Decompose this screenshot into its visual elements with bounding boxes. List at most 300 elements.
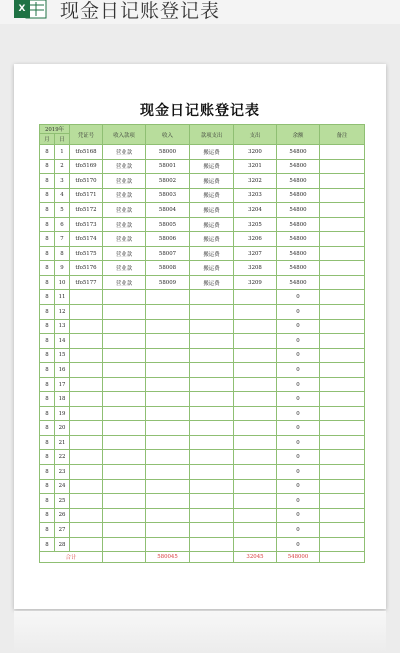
table-cell[interactable] bbox=[320, 159, 365, 174]
table-cell[interactable] bbox=[146, 421, 190, 436]
table-cell[interactable]: tfo5173 bbox=[70, 217, 103, 232]
table-cell[interactable] bbox=[320, 348, 365, 363]
table-cell[interactable]: 58004 bbox=[146, 203, 190, 218]
top-bar bbox=[0, 0, 400, 24]
table-cell[interactable]: tfo5174 bbox=[70, 232, 103, 247]
table-cell[interactable] bbox=[320, 508, 365, 523]
table-row bbox=[40, 494, 365, 509]
table-cell[interactable] bbox=[146, 392, 190, 407]
table-cell[interactable]: tfo5172 bbox=[70, 203, 103, 218]
table-cell[interactable] bbox=[190, 319, 234, 334]
table-cell[interactable]: 6 bbox=[55, 217, 70, 232]
table-cell[interactable] bbox=[320, 246, 365, 261]
table-cell[interactable] bbox=[103, 421, 146, 436]
table-cell[interactable]: 54800 bbox=[277, 275, 320, 290]
table-cell[interactable]: 19 bbox=[55, 406, 70, 421]
table-cell[interactable]: 0 bbox=[277, 348, 320, 363]
svg-text:X: X bbox=[18, 4, 26, 14]
table-row bbox=[40, 246, 365, 261]
table-row bbox=[40, 145, 365, 160]
table-cell[interactable] bbox=[70, 450, 103, 465]
table-row bbox=[40, 203, 365, 218]
table-cell[interactable]: 8 bbox=[40, 159, 55, 174]
table-row bbox=[40, 435, 365, 450]
table-cell[interactable] bbox=[234, 508, 277, 523]
table-cell[interactable] bbox=[234, 450, 277, 465]
column-header: 款项支出 bbox=[190, 125, 234, 145]
table-cell[interactable]: 8 bbox=[40, 406, 55, 421]
table-cell[interactable]: 22 bbox=[55, 450, 70, 465]
table-cell[interactable]: 营业款 bbox=[103, 261, 146, 276]
table-cell[interactable]: 营业款 bbox=[103, 159, 146, 174]
table-cell[interactable]: 3209 bbox=[234, 275, 277, 290]
table-cell[interactable] bbox=[70, 435, 103, 450]
table-cell[interactable] bbox=[146, 348, 190, 363]
spreadsheet-page bbox=[14, 64, 386, 609]
table-row bbox=[40, 159, 365, 174]
table-cell[interactable]: 58008 bbox=[146, 261, 190, 276]
table-cell[interactable] bbox=[103, 319, 146, 334]
table-cell[interactable] bbox=[103, 290, 146, 305]
table-cell[interactable] bbox=[190, 508, 234, 523]
total-balance: 548000 bbox=[277, 552, 320, 563]
table-cell[interactable]: 54800 bbox=[277, 188, 320, 203]
table-cell[interactable] bbox=[320, 363, 365, 378]
table-cell[interactable] bbox=[70, 348, 103, 363]
table-cell[interactable] bbox=[70, 465, 103, 480]
table-cell[interactable] bbox=[70, 406, 103, 421]
table-cell[interactable]: 0 bbox=[277, 450, 320, 465]
table-cell[interactable]: tfo5177 bbox=[70, 275, 103, 290]
table-cell[interactable] bbox=[234, 290, 277, 305]
table-cell[interactable]: 7 bbox=[55, 232, 70, 247]
table-cell[interactable]: 58006 bbox=[146, 232, 190, 247]
table-cell[interactable] bbox=[70, 508, 103, 523]
table-cell[interactable]: 0 bbox=[277, 435, 320, 450]
page-reflection bbox=[14, 611, 386, 653]
table-cell[interactable]: 0 bbox=[277, 319, 320, 334]
table-cell[interactable]: 2 bbox=[55, 159, 70, 174]
table-cell[interactable]: 14 bbox=[55, 334, 70, 349]
table-cell[interactable]: 3201 bbox=[234, 159, 277, 174]
table-cell[interactable]: 1 bbox=[55, 145, 70, 160]
table-cell[interactable] bbox=[320, 421, 365, 436]
table-cell[interactable]: 营业款 bbox=[103, 174, 146, 189]
excel-icon bbox=[14, 0, 48, 20]
table-cell[interactable] bbox=[190, 537, 234, 552]
table-cell[interactable] bbox=[146, 523, 190, 538]
table-cell[interactable] bbox=[190, 305, 234, 320]
table-cell[interactable]: 54800 bbox=[277, 159, 320, 174]
table-cell[interactable]: 3207 bbox=[234, 246, 277, 261]
table-cell[interactable]: tfo5171 bbox=[70, 188, 103, 203]
table-cell[interactable]: 营业款 bbox=[103, 203, 146, 218]
column-header: 余额 bbox=[277, 125, 320, 145]
table-cell[interactable]: 25 bbox=[55, 494, 70, 509]
table-cell[interactable] bbox=[103, 479, 146, 494]
table-cell[interactable] bbox=[103, 363, 146, 378]
table-row bbox=[40, 261, 365, 276]
table-cell[interactable]: 24 bbox=[55, 479, 70, 494]
table-cell[interactable]: 11 bbox=[55, 290, 70, 305]
table-cell[interactable] bbox=[70, 479, 103, 494]
table-cell[interactable] bbox=[190, 363, 234, 378]
table-cell[interactable]: 0 bbox=[277, 392, 320, 407]
table-cell[interactable] bbox=[320, 494, 365, 509]
table-row bbox=[40, 334, 365, 349]
table-cell[interactable] bbox=[320, 465, 365, 480]
table-cell[interactable]: 58007 bbox=[146, 246, 190, 261]
table-cell[interactable]: 8 bbox=[40, 275, 55, 290]
table-cell[interactable]: 54800 bbox=[277, 246, 320, 261]
table-cell[interactable] bbox=[146, 508, 190, 523]
table-cell[interactable]: 营业款 bbox=[103, 217, 146, 232]
day-header: 日 bbox=[55, 134, 70, 145]
table-cell[interactable]: 8 bbox=[40, 377, 55, 392]
table-cell[interactable]: 8 bbox=[40, 479, 55, 494]
table-row bbox=[40, 508, 365, 523]
table-cell[interactable]: 8 bbox=[40, 261, 55, 276]
table-cell[interactable] bbox=[146, 435, 190, 450]
column-header: 收入 bbox=[146, 125, 190, 145]
table-cell[interactable]: 搬运费 bbox=[190, 145, 234, 160]
table-cell[interactable] bbox=[103, 465, 146, 480]
total-row bbox=[40, 552, 365, 563]
table-cell[interactable] bbox=[234, 479, 277, 494]
table-cell[interactable]: 8 bbox=[40, 232, 55, 247]
table-cell[interactable] bbox=[190, 479, 234, 494]
table-cell[interactable] bbox=[234, 363, 277, 378]
table-cell[interactable] bbox=[234, 421, 277, 436]
table-cell[interactable] bbox=[70, 377, 103, 392]
table-cell[interactable]: 8 bbox=[40, 246, 55, 261]
table-cell[interactable]: 3208 bbox=[234, 261, 277, 276]
table-cell[interactable] bbox=[190, 392, 234, 407]
table-cell[interactable] bbox=[70, 537, 103, 552]
table-cell[interactable] bbox=[146, 450, 190, 465]
table-row bbox=[40, 319, 365, 334]
table-cell[interactable]: 58005 bbox=[146, 217, 190, 232]
table-row bbox=[40, 188, 365, 203]
table-cell[interactable]: 8 bbox=[40, 523, 55, 538]
table-cell[interactable]: 0 bbox=[277, 334, 320, 349]
table-cell[interactable] bbox=[146, 479, 190, 494]
table-cell[interactable]: 9 bbox=[55, 261, 70, 276]
table-row bbox=[40, 305, 365, 320]
table-cell[interactable] bbox=[234, 319, 277, 334]
table-cell[interactable]: 营业款 bbox=[103, 145, 146, 160]
ledger-body bbox=[40, 145, 365, 552]
table-cell[interactable]: 18 bbox=[55, 392, 70, 407]
table-cell[interactable] bbox=[234, 435, 277, 450]
table-cell[interactable] bbox=[320, 217, 365, 232]
table-row bbox=[40, 290, 365, 305]
table-cell[interactable]: 54800 bbox=[277, 203, 320, 218]
table-cell[interactable]: 8 bbox=[55, 246, 70, 261]
table-cell bbox=[320, 552, 365, 563]
table-cell[interactable]: 0 bbox=[277, 363, 320, 378]
table-cell[interactable]: 12 bbox=[55, 305, 70, 320]
table-cell[interactable] bbox=[234, 377, 277, 392]
table-cell[interactable]: 23 bbox=[55, 465, 70, 480]
table-cell[interactable]: tfo5176 bbox=[70, 261, 103, 276]
table-cell[interactable]: 3203 bbox=[234, 188, 277, 203]
table-cell[interactable]: 3206 bbox=[234, 232, 277, 247]
table-row bbox=[40, 232, 365, 247]
table-row bbox=[40, 406, 365, 421]
table-cell[interactable] bbox=[234, 392, 277, 407]
table-cell[interactable]: 0 bbox=[277, 523, 320, 538]
table-cell[interactable] bbox=[70, 421, 103, 436]
table-cell[interactable]: 8 bbox=[40, 348, 55, 363]
table-cell[interactable]: 8 bbox=[40, 145, 55, 160]
table-cell[interactable] bbox=[234, 494, 277, 509]
total-label: 合计 bbox=[40, 552, 103, 563]
table-cell[interactable] bbox=[103, 494, 146, 509]
table-cell[interactable]: 0 bbox=[277, 465, 320, 480]
table-cell[interactable]: 28 bbox=[55, 537, 70, 552]
table-cell[interactable]: 8 bbox=[40, 290, 55, 305]
table-cell[interactable] bbox=[234, 305, 277, 320]
table-cell[interactable]: 搬运费 bbox=[190, 174, 234, 189]
table-cell[interactable]: 8 bbox=[40, 174, 55, 189]
table-cell[interactable] bbox=[320, 261, 365, 276]
table-cell[interactable] bbox=[320, 537, 365, 552]
table-cell[interactable] bbox=[103, 508, 146, 523]
table-cell[interactable] bbox=[320, 406, 365, 421]
table-cell[interactable] bbox=[146, 494, 190, 509]
table-cell[interactable]: 27 bbox=[55, 523, 70, 538]
table-cell[interactable]: 8 bbox=[40, 334, 55, 349]
table-cell[interactable]: 0 bbox=[277, 406, 320, 421]
table-row bbox=[40, 348, 365, 363]
total-expense: 32045 bbox=[234, 552, 277, 563]
table-cell[interactable]: 8 bbox=[40, 435, 55, 450]
table-row bbox=[40, 421, 365, 436]
table-cell[interactable] bbox=[70, 494, 103, 509]
table-cell[interactable] bbox=[234, 348, 277, 363]
table-cell[interactable]: 3 bbox=[55, 174, 70, 189]
table-cell[interactable]: 搬运费 bbox=[190, 188, 234, 203]
table-cell[interactable] bbox=[190, 290, 234, 305]
table-cell[interactable] bbox=[146, 305, 190, 320]
table-cell[interactable]: 10 bbox=[55, 275, 70, 290]
table-cell[interactable] bbox=[320, 232, 365, 247]
table-cell[interactable]: 26 bbox=[55, 508, 70, 523]
table-cell[interactable]: 8 bbox=[40, 537, 55, 552]
table-cell[interactable]: 58003 bbox=[146, 188, 190, 203]
table-cell[interactable]: 17 bbox=[55, 377, 70, 392]
total-income: 580045 bbox=[146, 552, 190, 563]
table-cell[interactable]: tfo5170 bbox=[70, 174, 103, 189]
table-cell[interactable]: tfo5175 bbox=[70, 246, 103, 261]
page-heading: 现金日记账登记表 bbox=[60, 0, 221, 22]
table-row bbox=[40, 363, 365, 378]
table-cell[interactable]: 20 bbox=[55, 421, 70, 436]
table-cell[interactable] bbox=[320, 334, 365, 349]
table-cell[interactable]: 营业款 bbox=[103, 275, 146, 290]
table-cell[interactable]: 0 bbox=[277, 421, 320, 436]
table-cell[interactable]: 58009 bbox=[146, 275, 190, 290]
table-cell[interactable] bbox=[320, 523, 365, 538]
ledger-table bbox=[39, 124, 365, 563]
table-cell[interactable]: 搬运费 bbox=[190, 159, 234, 174]
table-cell[interactable] bbox=[320, 319, 365, 334]
table-cell[interactable] bbox=[70, 290, 103, 305]
table-cell[interactable] bbox=[146, 334, 190, 349]
table-cell[interactable]: 54800 bbox=[277, 232, 320, 247]
table-row bbox=[40, 465, 365, 480]
table-cell[interactable] bbox=[234, 537, 277, 552]
table-cell[interactable] bbox=[234, 465, 277, 480]
table-cell[interactable]: 营业款 bbox=[103, 188, 146, 203]
table-cell[interactable] bbox=[146, 406, 190, 421]
table-cell[interactable] bbox=[146, 319, 190, 334]
table-cell[interactable]: tfo5168 bbox=[70, 145, 103, 160]
table-cell[interactable]: 营业款 bbox=[103, 246, 146, 261]
table-cell[interactable]: 搬运费 bbox=[190, 232, 234, 247]
table-cell[interactable]: 8 bbox=[40, 203, 55, 218]
table-cell bbox=[190, 552, 234, 563]
table-cell[interactable] bbox=[320, 145, 365, 160]
table-cell[interactable]: 3204 bbox=[234, 203, 277, 218]
table-cell[interactable]: 营业款 bbox=[103, 232, 146, 247]
table-cell[interactable]: 搬运费 bbox=[190, 246, 234, 261]
table-cell[interactable] bbox=[190, 523, 234, 538]
table-row bbox=[40, 275, 365, 290]
document-title: 现金日记账登记表 bbox=[140, 103, 260, 119]
table-cell[interactable]: 15 bbox=[55, 348, 70, 363]
table-cell[interactable] bbox=[320, 450, 365, 465]
table-cell[interactable]: 搬运费 bbox=[190, 261, 234, 276]
table-cell[interactable] bbox=[70, 305, 103, 320]
table-cell[interactable]: 3205 bbox=[234, 217, 277, 232]
table-cell[interactable] bbox=[103, 435, 146, 450]
table-cell[interactable] bbox=[320, 290, 365, 305]
table-cell[interactable]: 8 bbox=[40, 188, 55, 203]
table-cell[interactable] bbox=[70, 334, 103, 349]
table-cell[interactable]: 13 bbox=[55, 319, 70, 334]
column-header: 凭证号 bbox=[70, 125, 103, 145]
table-cell[interactable]: 0 bbox=[277, 537, 320, 552]
table-cell[interactable] bbox=[70, 523, 103, 538]
table-cell[interactable] bbox=[103, 450, 146, 465]
table-cell[interactable]: 3202 bbox=[234, 174, 277, 189]
table-cell[interactable]: 8 bbox=[40, 392, 55, 407]
table-row bbox=[40, 217, 365, 232]
table-cell[interactable] bbox=[320, 305, 365, 320]
table-cell[interactable]: 0 bbox=[277, 290, 320, 305]
table-cell[interactable] bbox=[103, 537, 146, 552]
table-cell[interactable] bbox=[190, 348, 234, 363]
table-cell[interactable] bbox=[103, 348, 146, 363]
table-cell[interactable]: 0 bbox=[277, 494, 320, 509]
table-cell[interactable] bbox=[190, 494, 234, 509]
table-cell[interactable]: 58000 bbox=[146, 145, 190, 160]
table-cell[interactable]: 8 bbox=[40, 450, 55, 465]
table-cell[interactable] bbox=[103, 305, 146, 320]
table-cell[interactable]: 21 bbox=[55, 435, 70, 450]
table-cell[interactable]: 搬运费 bbox=[190, 217, 234, 232]
table-cell[interactable] bbox=[103, 406, 146, 421]
table-cell[interactable] bbox=[190, 465, 234, 480]
table-cell[interactable] bbox=[320, 174, 365, 189]
table-cell[interactable]: tfo5169 bbox=[70, 159, 103, 174]
table-cell[interactable] bbox=[320, 392, 365, 407]
table-cell[interactable] bbox=[234, 523, 277, 538]
table-row bbox=[40, 392, 365, 407]
table-cell[interactable] bbox=[146, 363, 190, 378]
table-cell[interactable] bbox=[190, 421, 234, 436]
table-cell[interactable] bbox=[190, 450, 234, 465]
table-cell[interactable]: 搬运费 bbox=[190, 203, 234, 218]
table-cell[interactable]: 54800 bbox=[277, 174, 320, 189]
table-cell[interactable] bbox=[320, 377, 365, 392]
table-cell[interactable]: 8 bbox=[40, 494, 55, 509]
table-cell[interactable] bbox=[320, 188, 365, 203]
table-cell[interactable]: 8 bbox=[40, 217, 55, 232]
table-cell[interactable]: 0 bbox=[277, 508, 320, 523]
table-cell[interactable]: 0 bbox=[277, 377, 320, 392]
table-cell[interactable]: 16 bbox=[55, 363, 70, 378]
table-cell[interactable]: 54800 bbox=[277, 217, 320, 232]
table-cell[interactable] bbox=[146, 377, 190, 392]
table-cell[interactable]: 3200 bbox=[234, 145, 277, 160]
table-cell[interactable]: 8 bbox=[40, 319, 55, 334]
table-cell[interactable]: 搬运费 bbox=[190, 275, 234, 290]
table-cell[interactable] bbox=[146, 465, 190, 480]
table-cell[interactable]: 5 bbox=[55, 203, 70, 218]
table-cell[interactable] bbox=[103, 377, 146, 392]
table-cell[interactable]: 58002 bbox=[146, 174, 190, 189]
table-cell[interactable]: 8 bbox=[40, 465, 55, 480]
table-cell bbox=[103, 552, 146, 563]
table-cell[interactable] bbox=[320, 275, 365, 290]
table-cell[interactable]: 8 bbox=[40, 508, 55, 523]
table-cell[interactable] bbox=[103, 392, 146, 407]
table-cell[interactable]: 4 bbox=[55, 188, 70, 203]
table-cell[interactable] bbox=[190, 435, 234, 450]
table-cell[interactable] bbox=[320, 479, 365, 494]
table-cell[interactable]: 0 bbox=[277, 305, 320, 320]
table-cell[interactable] bbox=[103, 334, 146, 349]
table-cell[interactable]: 8 bbox=[40, 363, 55, 378]
table-cell[interactable] bbox=[103, 523, 146, 538]
table-cell[interactable] bbox=[234, 334, 277, 349]
table-cell[interactable]: 8 bbox=[40, 421, 55, 436]
table-cell[interactable] bbox=[190, 377, 234, 392]
table-cell[interactable] bbox=[190, 406, 234, 421]
table-cell[interactable]: 54800 bbox=[277, 145, 320, 160]
table-cell[interactable] bbox=[70, 319, 103, 334]
table-cell[interactable] bbox=[320, 435, 365, 450]
table-cell[interactable] bbox=[70, 363, 103, 378]
table-cell[interactable]: 8 bbox=[40, 305, 55, 320]
table-cell[interactable]: 54800 bbox=[277, 261, 320, 276]
table-cell[interactable] bbox=[320, 203, 365, 218]
table-cell[interactable] bbox=[234, 406, 277, 421]
table-cell[interactable] bbox=[146, 537, 190, 552]
table-row bbox=[40, 479, 365, 494]
table-cell[interactable] bbox=[70, 392, 103, 407]
table-cell[interactable] bbox=[146, 290, 190, 305]
table-row bbox=[40, 174, 365, 189]
table-cell[interactable] bbox=[190, 334, 234, 349]
table-cell[interactable]: 58001 bbox=[146, 159, 190, 174]
table-row bbox=[40, 377, 365, 392]
month-header: 月 bbox=[40, 134, 55, 145]
table-cell[interactable]: 0 bbox=[277, 479, 320, 494]
